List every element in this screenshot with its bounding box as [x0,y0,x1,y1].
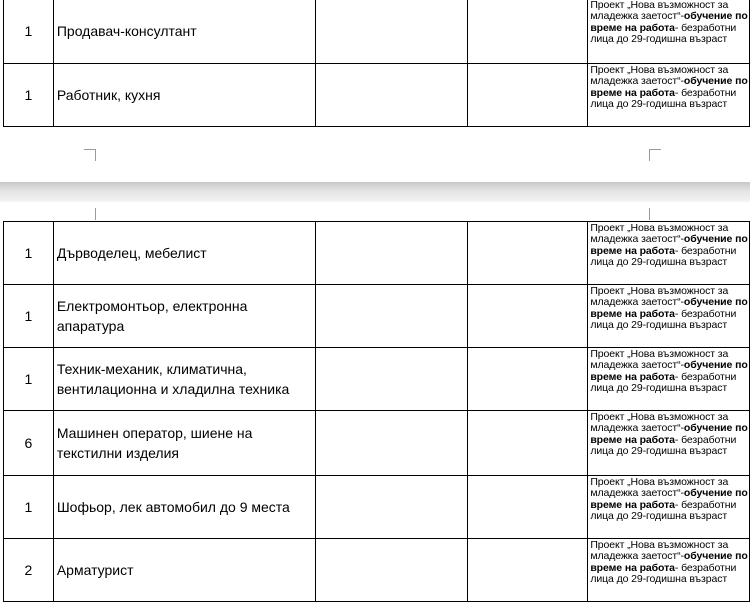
position-count: 1 [4,476,54,539]
empty-cell [316,539,467,602]
document-page-bottom [0,202,750,589]
empty-cell [467,411,588,476]
position-title: Работник, кухня [53,64,315,127]
empty-cell [467,222,588,285]
empty-cell [467,539,588,602]
empty-cell [316,348,467,411]
empty-cell [467,64,588,127]
position-count: 1 [4,285,54,348]
position-count: 2 [4,539,54,602]
table-row [4,476,750,539]
crop-mark-right [649,149,661,150]
program-note: Проект „Нова възможност за младежка заетост“-обучение по време на работа- безработни лица до 29-годишна възраст [588,539,750,602]
program-note: Проект „Нова възможност за младежка заетост“-обучение по време на работа- безработни лица до 29-годишна възраст [588,64,750,127]
table-row [4,222,750,285]
empty-cell [316,0,467,64]
empty-cell [316,285,467,348]
program-note: Проект „Нова възможност за младежка заетост“-обучение по време на работа- безработни лица до 29-годишна възраст [588,285,750,348]
empty-cell [467,0,588,64]
crop-mark-left [95,149,96,161]
program-note: Проект „Нова възможност за младежка заетост“-обучение по време на работа- безработни лица до 29-годишна възраст [588,222,750,285]
position-count: 1 [4,348,54,411]
position-title: Техник-механик, климатична, вентилационна и хладилна техника [53,348,315,411]
crop-mark-right [649,149,650,161]
crop-mark-left [95,208,96,220]
table-row [4,348,750,411]
empty-cell [467,348,588,411]
table-row [4,539,750,602]
position-count: 1 [4,222,54,285]
document-page-top [0,0,750,182]
empty-cell [316,222,467,285]
program-note: Проект „Нова възможност за младежка заетост“-обучение по време на работа- безработни лица до 29-годишна възраст [588,411,750,476]
page-break [0,182,750,202]
empty-cell [316,411,467,476]
table-row [4,0,750,64]
empty-cell [316,64,467,127]
table-row [4,64,750,127]
position-count: 1 [4,64,54,127]
program-note: Проект „Нова възможност за младежка заетост“-обучение по време на работа- безработни лица до 29-годишна възраст [588,0,750,64]
vacancies-table-top [3,0,750,127]
position-title: Електромонтьор, електронна апаратура [53,285,315,348]
program-note: Проект „Нова възможност за младежка заетост“-обучение по време на работа- безработни лица до 29-годишна възраст [588,476,750,539]
position-title: Машинен оператор, шиене на текстилни изделия [53,411,315,476]
program-note: Проект „Нова възможност за младежка заетост“-обучение по време на работа- безработни лица до 29-годишна възраст [588,348,750,411]
crop-mark-right [649,208,650,220]
empty-cell [467,285,588,348]
position-title: Продавач-консултант [53,0,315,64]
empty-cell [316,476,467,539]
position-title: Шофьор, лек автомобил до 9 места [53,476,315,539]
position-title: Арматурист [53,539,315,602]
empty-cell [467,476,588,539]
table-row [4,411,750,476]
position-count: 6 [4,411,54,476]
position-count: 1 [4,0,54,64]
vacancies-table-bottom [3,221,750,602]
position-title: Дърводелец, мебелист [53,222,315,285]
table-row [4,285,750,348]
